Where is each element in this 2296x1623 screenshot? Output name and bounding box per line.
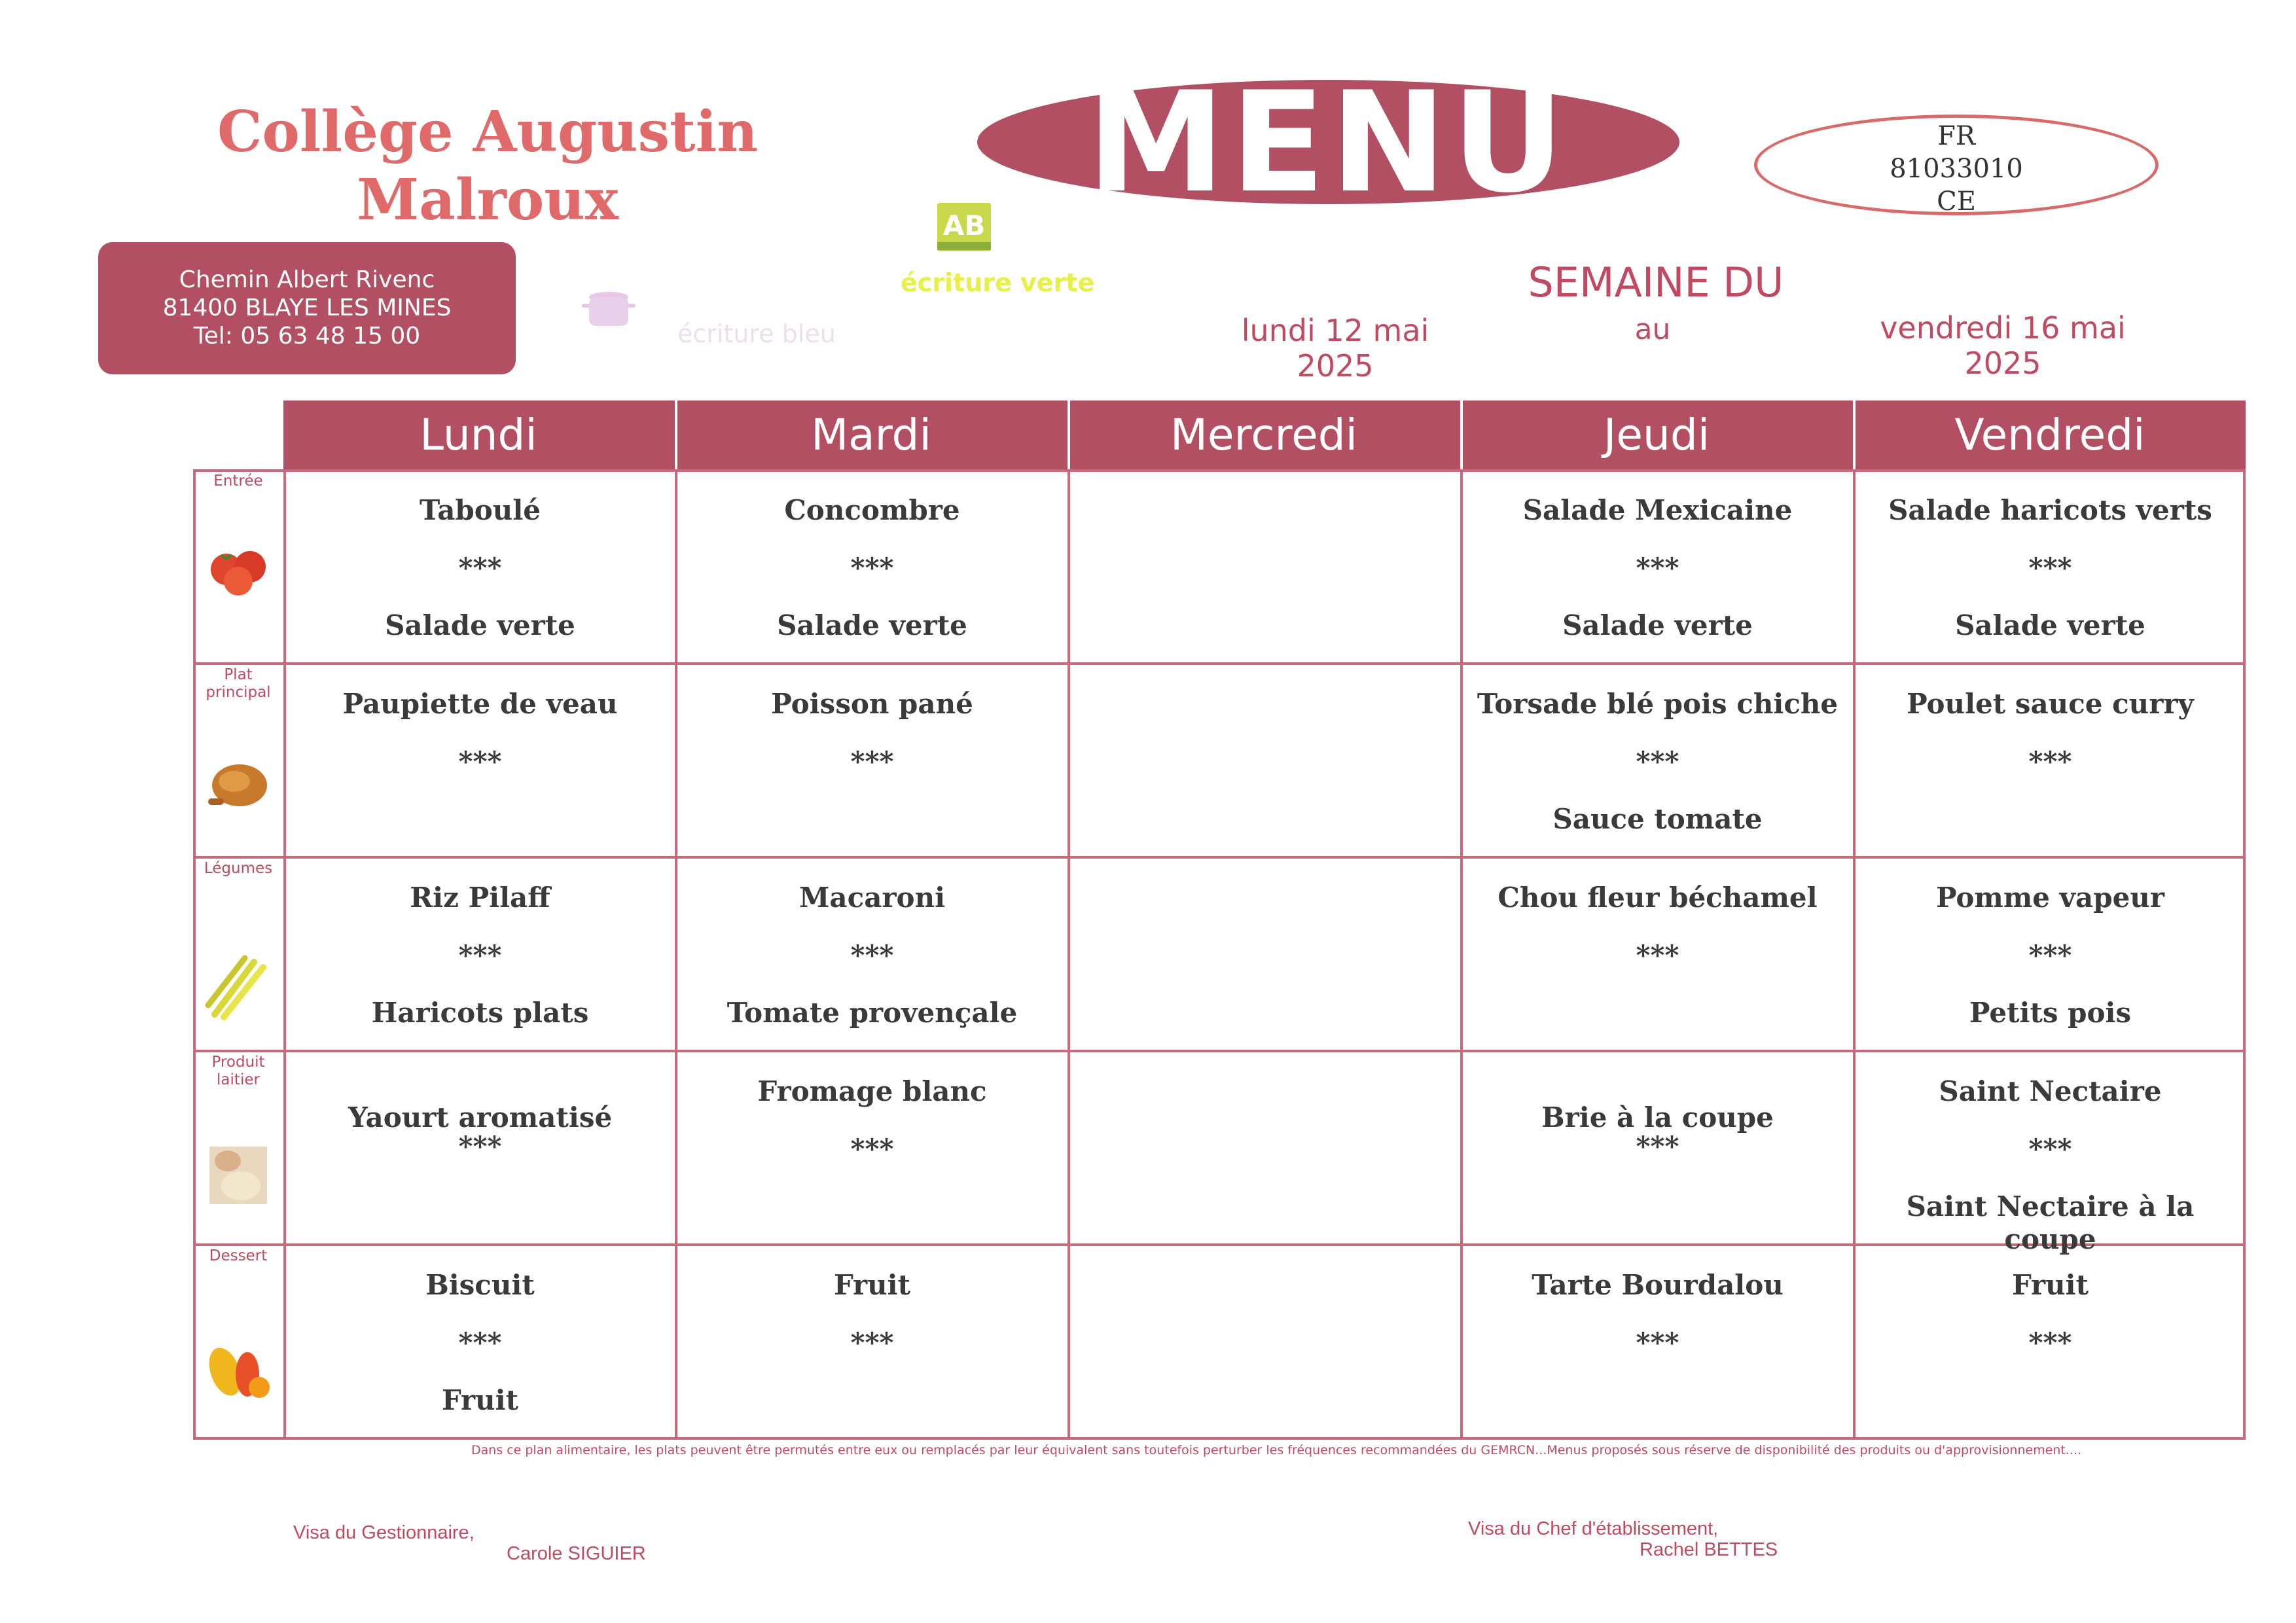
dish-line	[1071, 494, 1459, 552]
dish-line: Macaroni	[798, 882, 946, 914]
menu-cell	[678, 1244, 1066, 1435]
fruit-icon	[202, 1330, 275, 1403]
dish-line: Tarte Bourdalou	[1532, 1269, 1784, 1301]
menu-cell	[1071, 1050, 1459, 1241]
dish-line	[678, 803, 1066, 861]
dish-line	[1071, 803, 1459, 861]
dish-line	[1071, 882, 1459, 939]
address-line2: 81400 BLAYE LES MINES	[162, 294, 452, 321]
week-label: SEMAINE DU	[1528, 259, 1784, 306]
dish-line: Riz Pilaff	[410, 882, 550, 914]
dish-line	[1463, 997, 1852, 1054]
dish-line	[1071, 609, 1459, 667]
dish-line: Pomme vapeur	[1935, 882, 2165, 914]
dish-line	[678, 1190, 1066, 1248]
dish-line	[1071, 1075, 1459, 1133]
dish-line: Poisson pané	[771, 688, 973, 720]
category-divider	[193, 1243, 283, 1246]
dish-line: Salade Mexicaine	[1522, 494, 1793, 526]
grid-col-divider	[1853, 469, 1856, 1440]
tomato-icon	[202, 529, 275, 602]
dish-line: ***	[458, 1327, 502, 1359]
dish-line: Haricots plats	[371, 997, 589, 1029]
dish-line	[1071, 997, 1459, 1054]
organic-ab-logo-band	[937, 242, 991, 250]
dish-line: ***	[2028, 939, 2072, 971]
week-separator: au	[1634, 313, 1671, 346]
dish-line: Fromage blanc	[757, 1075, 987, 1107]
dish-line	[1463, 1384, 1852, 1442]
dish-line: Fruit	[2011, 1269, 2089, 1301]
week-start-date: lundi 12 mai 2025	[1241, 313, 1429, 383]
dish-line: ***	[850, 1327, 894, 1359]
category-label-plat: Plat principal	[206, 666, 271, 701]
dish-line	[286, 1069, 674, 1101]
cert-line2: 81033010	[1890, 154, 2023, 184]
menu-cell	[678, 469, 1066, 660]
dish-line: Petits pois	[1969, 997, 2132, 1029]
menu-cell	[1463, 663, 1852, 854]
day-header-mardi: Mardi	[811, 410, 931, 460]
legend-green-text: écriture verte	[901, 268, 1095, 297]
dish-line: Fruit	[833, 1269, 911, 1301]
dish-line: ***	[850, 552, 894, 584]
dish-line: ***	[2028, 1327, 2072, 1359]
menu-cell	[1463, 857, 1852, 1048]
dish-line: ***	[1636, 745, 1679, 777]
menu-cell	[1856, 1050, 2244, 1255]
menu-cell	[1071, 1244, 1459, 1435]
dish-line: ***	[1636, 1327, 1679, 1359]
menu-cell	[1463, 469, 1852, 660]
dish-line	[1856, 1384, 2244, 1442]
category-divider	[193, 856, 283, 859]
header-divider	[1067, 401, 1070, 469]
category-label-laitier: Produit laitier	[211, 1054, 265, 1088]
category-divider	[193, 662, 283, 665]
dish-line: Taboulé	[419, 494, 541, 526]
header-divider	[1853, 401, 1856, 469]
address-box	[98, 242, 516, 374]
manager-name: Carole SIGUIER	[507, 1543, 646, 1564]
legend-blue-text: écriture bleu	[677, 319, 836, 348]
dish-line: Concombre	[784, 494, 960, 526]
menu-cell	[1463, 1050, 1852, 1241]
dish-line: Salade haricots verts	[1888, 494, 2212, 526]
menu-cell	[1071, 469, 1459, 660]
dish-line: Poulet sauce curry	[1907, 688, 2194, 720]
dish-line: ***	[850, 939, 894, 971]
menu-cell	[286, 469, 674, 660]
dish-line	[1071, 939, 1459, 997]
dish-line: Tomate provençale	[726, 997, 1018, 1029]
homemade-pot-icon	[579, 288, 638, 334]
dish-line	[1071, 688, 1459, 745]
address-line1: Chemin Albert Rivenc	[179, 266, 435, 293]
header-divider	[675, 401, 677, 469]
dish-line: ***	[458, 1130, 502, 1162]
menu-cell	[1071, 663, 1459, 854]
menu-cell	[678, 663, 1066, 854]
menu-cell	[1856, 1244, 2244, 1435]
dish-line	[1071, 1384, 1459, 1442]
dish-line: Salade verte	[385, 609, 575, 641]
organic-ab-logo-icon: AB	[937, 203, 991, 251]
menu-cell	[286, 857, 674, 1048]
menu-cell	[286, 1050, 674, 1241]
grid-col-divider	[675, 469, 677, 1440]
grid-col-divider	[1067, 469, 1070, 1440]
dish-line: Salade verte	[1562, 609, 1753, 641]
cheese-icon	[202, 1135, 275, 1208]
menu-cell	[1856, 663, 2244, 854]
dish-line	[1071, 1327, 1459, 1384]
footnote: Dans ce plan alimentaire, les plats peuvent être permutés entre eux ou remplacés par leur équivalent sans toutefois perturber les fréquences recommandées du GEMRCN...Menus proposés sous réserve de disponibilité des produits ou d'approvisionnement....	[471, 1443, 2082, 1457]
dish-line: Sauce tomate	[1552, 803, 1763, 835]
menu-cell	[678, 857, 1066, 1048]
phone: Tel: 05 63 48 15 00	[193, 323, 421, 349]
dish-line: Brie à la coupe	[1541, 1101, 1774, 1133]
dish-line: ***	[2028, 552, 2072, 584]
dish-line: ***	[458, 939, 502, 971]
category-label-entree: Entrée	[213, 473, 263, 490]
dish-line	[286, 803, 674, 861]
category-divider	[193, 1050, 283, 1052]
menu-cell	[1856, 469, 2244, 660]
menu-cell	[286, 1244, 674, 1435]
dish-line: ***	[1636, 552, 1679, 584]
dish-line: Chou fleur béchamel	[1498, 882, 1818, 914]
menu-cell	[1463, 1244, 1852, 1435]
dish-line: Biscuit	[425, 1269, 535, 1301]
day-header-lundi: Lundi	[420, 410, 537, 460]
dish-line	[1071, 1190, 1459, 1248]
dish-line: ***	[850, 745, 894, 777]
cert-line1: FR	[1937, 121, 1975, 151]
cert-line3: CE	[1937, 187, 1976, 217]
week-end-date: vendredi 16 mai 2025	[1880, 310, 2126, 381]
dish-line	[678, 1384, 1066, 1442]
principal-name: Rachel BETTES	[1640, 1539, 1778, 1560]
dish-line: ***	[1636, 939, 1679, 971]
dish-line: ***	[458, 745, 502, 777]
dish-line: Paupiette de veau	[342, 688, 618, 720]
school-name-line1: Collège Augustin	[217, 99, 758, 165]
day-header-vendredi: Vendredi	[1954, 410, 2145, 460]
dish-line	[1071, 1269, 1459, 1327]
menu-cell	[1071, 857, 1459, 1048]
dish-line: ***	[850, 1133, 894, 1165]
dish-line: ***	[2028, 745, 2072, 777]
manager-visa-title: Visa du Gestionnaire,	[293, 1522, 475, 1543]
dish-line	[1071, 552, 1459, 609]
beans-icon	[202, 949, 275, 1022]
menu-cell	[1856, 857, 2244, 1048]
school-name-line2: Malroux	[356, 167, 619, 233]
dish-line: ***	[458, 552, 502, 584]
dish-line: ***	[2028, 1133, 2072, 1165]
dish-line: Torsade blé pois chiche	[1477, 688, 1839, 720]
dish-line: ***	[1636, 1130, 1679, 1162]
category-label-dessert: Dessert	[209, 1247, 268, 1264]
dish-line: Salade verte	[777, 609, 967, 641]
dish-line: Yaourt aromatisé	[348, 1101, 613, 1133]
header-divider	[1460, 401, 1463, 469]
dish-line: Saint Nectaire à la coupe	[1906, 1190, 2195, 1255]
certification-oval	[1754, 115, 2159, 215]
dish-line	[1071, 1133, 1459, 1190]
roast-chicken-icon	[202, 745, 275, 818]
day-header-jeudi: Jeudi	[1603, 410, 1710, 460]
grid-col-divider	[1460, 469, 1463, 1440]
dish-line: Fruit	[441, 1384, 519, 1416]
dish-line: Saint Nectaire	[1939, 1075, 2162, 1107]
dish-line	[1856, 803, 2244, 861]
dish-line	[1071, 745, 1459, 803]
menu-cell	[286, 663, 674, 854]
dish-line	[1463, 1069, 1852, 1101]
menu-title: MENU	[1086, 62, 1570, 223]
day-header-mercredi: Mercredi	[1170, 410, 1358, 460]
dish-line: Salade verte	[1955, 609, 2145, 641]
principal-visa-title: Visa du Chef d'établissement,	[1468, 1518, 1719, 1539]
school-name	[216, 98, 759, 234]
menu-cell	[678, 1050, 1066, 1241]
category-label-legumes: Légumes	[204, 860, 273, 877]
